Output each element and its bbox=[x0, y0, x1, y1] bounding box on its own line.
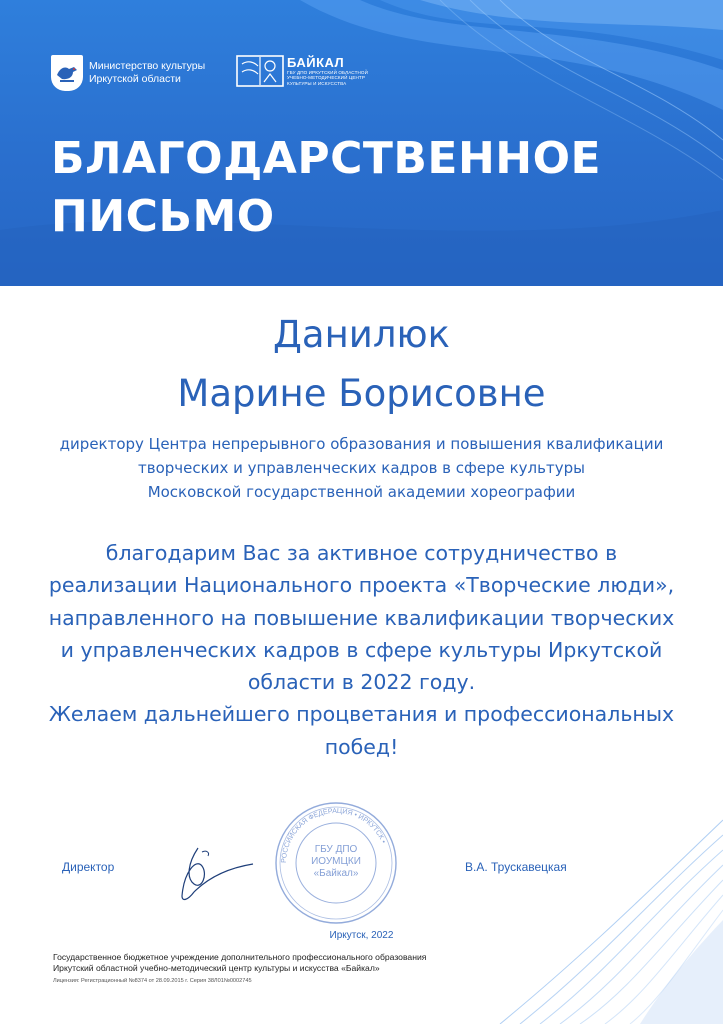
gratitude-line4: и управленческих кадров в сфере культуры Иркутской bbox=[60, 637, 663, 662]
director-signature bbox=[168, 838, 258, 908]
recipient-surname: Данилюк bbox=[273, 313, 450, 356]
recipient-names: Марине Борисовне bbox=[177, 372, 546, 415]
gratitude-line5: области в 2022 году. bbox=[247, 670, 476, 695]
baikal-name: БАЙКАЛ bbox=[287, 54, 345, 70]
position-line1: директору Центра непрерывного образования и повышения квалификации bbox=[59, 435, 664, 453]
baikal-logo bbox=[236, 52, 368, 90]
position-line3: Московской государственной академии хореографии bbox=[147, 483, 576, 501]
title-line1: БЛАГОДАРСТВЕННОЕ bbox=[51, 133, 602, 184]
irkutsk-emblem-icon bbox=[51, 55, 83, 91]
position-line2: творческих и управленческих кадров в сфере культуры bbox=[138, 459, 585, 477]
footer-license: Лицензия: Регистрационный №8374 от 28.09.2015 г. Серия 38Л01№0002745 bbox=[53, 978, 252, 984]
footer-org-line2: Иркутский областной учебно-методический центр культуры и искусства «Байкал» bbox=[53, 963, 380, 973]
gratitude-line3: направленного на повышение квалификации творческих bbox=[48, 605, 675, 630]
title-line2: ПИСЬМО bbox=[51, 191, 275, 242]
document-title bbox=[51, 130, 671, 246]
footer-organization bbox=[53, 952, 426, 974]
stamp-ring-text: РОССИЙСКАЯ ФЕДЕРАЦИЯ • ИРКУТСК • bbox=[280, 807, 387, 864]
gratitude-line2: реализации Национального проекта «Творческие люди», bbox=[48, 573, 675, 598]
baikal-sub-line2: УЧЕБНО-МЕТОДИЧЕСКИЙ ЦЕНТР bbox=[287, 75, 366, 81]
baikal-sub-line1: ГБУ ДПО ИРКУТСКИЙ ОБЛАСТНОЙ bbox=[287, 69, 368, 75]
baikal-center-logo-icon bbox=[236, 52, 284, 90]
ministry-logo bbox=[51, 55, 205, 91]
official-stamp bbox=[273, 800, 399, 926]
baikal-sub-line3: КУЛЬТУРЫ И ИСКУССТВА bbox=[287, 80, 347, 86]
city-year: Иркутск, 2022 bbox=[329, 930, 394, 941]
gratitude-line6: Желаем дальнейшего процветания и профессиональных bbox=[48, 702, 675, 727]
stamp-center-text: ГБУ ДПО ИОУМЦКИ «Байкал» bbox=[311, 844, 361, 879]
gratitude-line7: побед! bbox=[324, 734, 399, 759]
corner-wave-decoration bbox=[440, 800, 723, 1024]
gratitude-line1: благодарим Вас за активное сотрудничество в bbox=[105, 541, 618, 565]
ministry-name-line1: Министерство культуры bbox=[89, 60, 206, 72]
signer-name: В.А. Трускавецкая bbox=[465, 860, 567, 874]
ministry-name-line2: Иркутской области bbox=[89, 73, 181, 85]
gratitude-text bbox=[20, 537, 703, 763]
signer-role: Директор bbox=[62, 860, 115, 874]
header-band bbox=[0, 0, 723, 286]
footer-org-line1: Государственное бюджетное учреждение дополнительного профессионального образования bbox=[53, 952, 427, 962]
recipient-position bbox=[30, 432, 693, 504]
